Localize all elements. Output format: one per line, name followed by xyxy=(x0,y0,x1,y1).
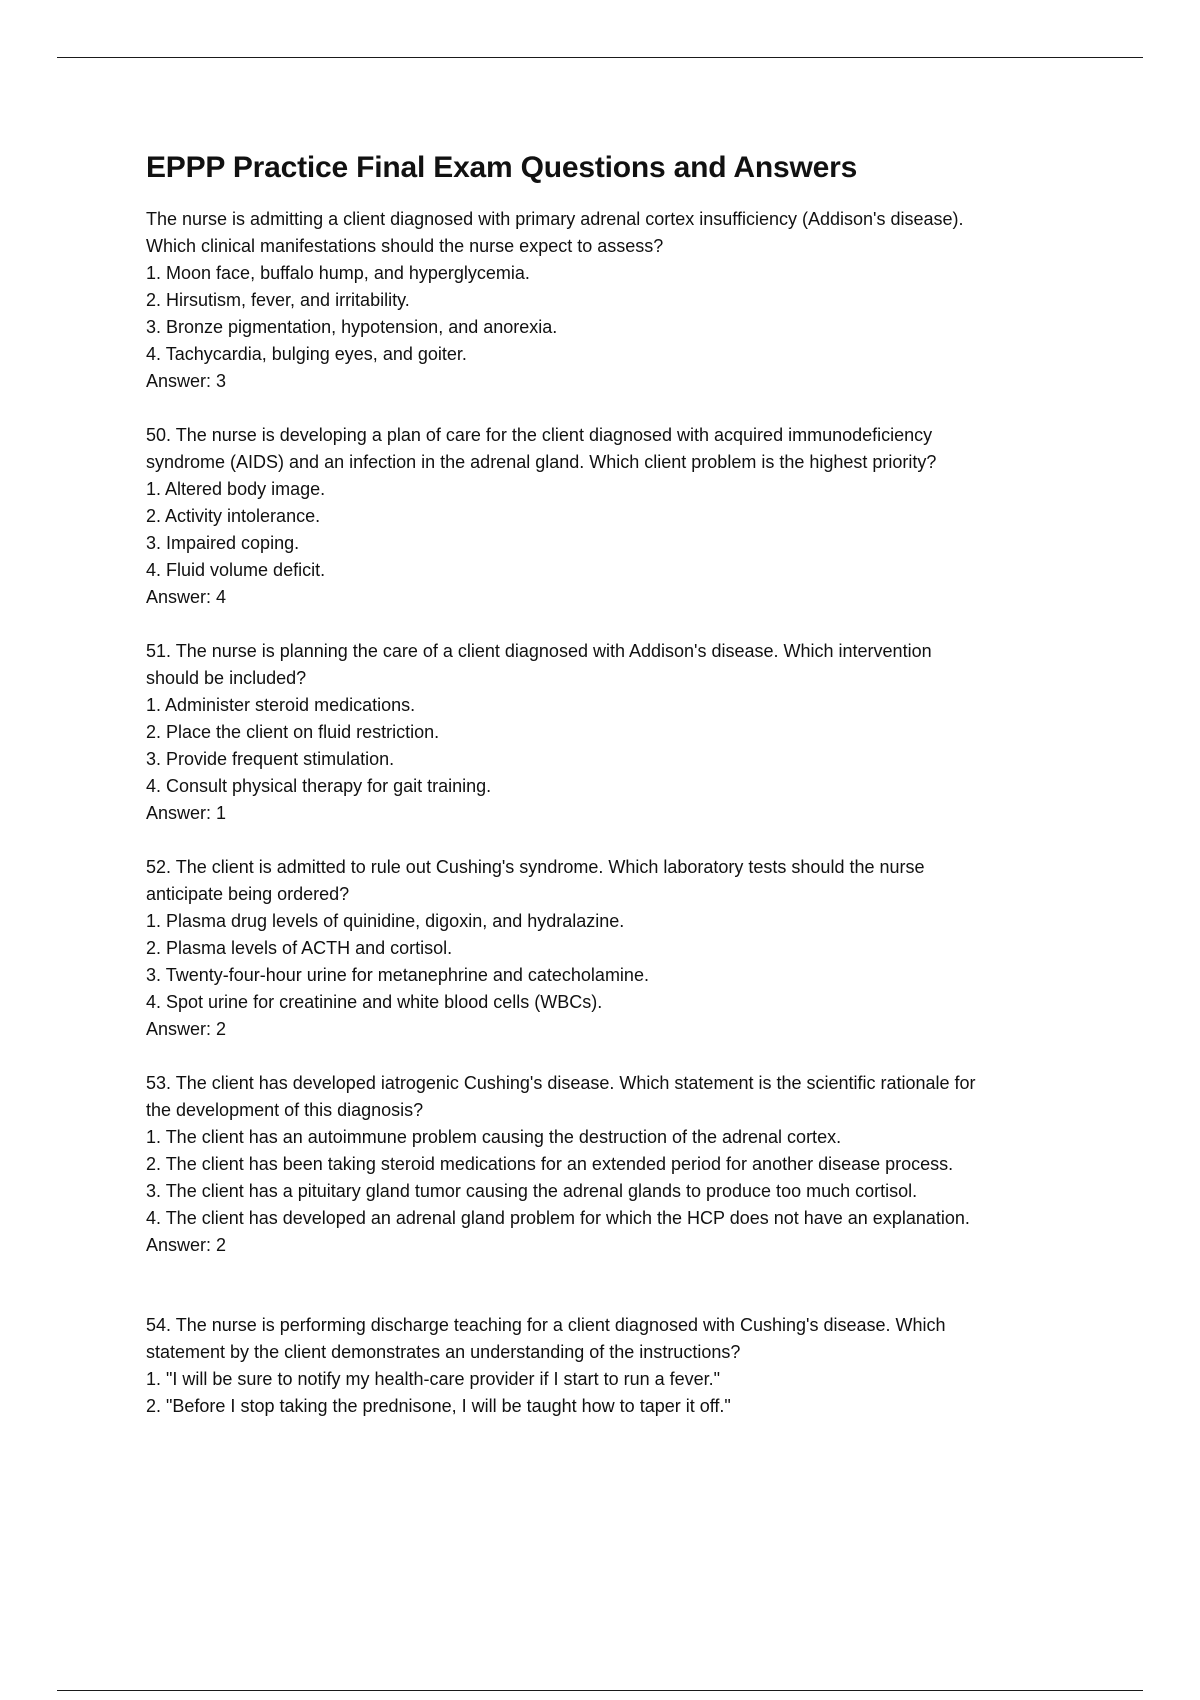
answer-option: 2. Place the client on fluid restriction. xyxy=(146,722,440,742)
correct-answer: Answer: 1 xyxy=(146,803,227,823)
answer-option: 2. The client has been taking steroid medications for an extended period for another disease process. xyxy=(146,1154,954,1174)
answer-option: 4. Tachycardia, bulging eyes, and goiter. xyxy=(146,344,467,364)
answer-option: 4. The client has developed an adrenal gland problem for which the HCP does not have an explanation. xyxy=(146,1208,970,1228)
answer-option: 1. "I will be sure to notify my health-care provider if I start to run a fever." xyxy=(146,1369,721,1389)
correct-answer: Answer: 2 xyxy=(146,1235,227,1255)
question-stem-line: 50. The nurse is developing a plan of care for the client diagnosed with acquired immunodeficiency xyxy=(146,425,933,445)
question-stem-line: 54. The nurse is performing discharge teaching for a client diagnosed with Cushing's disease. Which xyxy=(146,1315,946,1335)
correct-answer: Answer: 4 xyxy=(146,587,227,607)
question-stem-line: statement by the client demonstrates an understanding of the instructions? xyxy=(146,1342,741,1362)
answer-option: 3. Impaired coping. xyxy=(146,533,300,553)
answer-option: 4. Fluid volume deficit. xyxy=(146,560,326,580)
answer-option: 3. Provide frequent stimulation. xyxy=(146,749,395,769)
answer-option: 3. The client has a pituitary gland tumor causing the adrenal glands to produce too much cortisol. xyxy=(146,1181,918,1201)
answer-option: 1. Administer steroid medications. xyxy=(146,695,416,715)
answer-option: 1. The client has an autoimmune problem causing the destruction of the adrenal cortex. xyxy=(146,1127,842,1147)
answer-option: 2. Activity intolerance. xyxy=(146,506,321,526)
answer-option: 2. Plasma levels of ACTH and cortisol. xyxy=(146,938,453,958)
answer-option: 2. Hirsutism, fever, and irritability. xyxy=(146,290,410,310)
question-block xyxy=(146,1070,1096,1259)
question-stem-line: anticipate being ordered? xyxy=(146,884,350,904)
question-block xyxy=(146,422,1096,611)
question-block xyxy=(146,1312,1096,1420)
page-content xyxy=(146,148,1096,1420)
question-stem-line: 53. The client has developed iatrogenic Cushing's disease. Which statement is the scientific rationale for xyxy=(146,1073,976,1093)
answer-option: 1. Altered body image. xyxy=(146,479,326,499)
question-stem-line: The nurse is admitting a client diagnosed with primary adrenal cortex insufficiency (Addison's disease). xyxy=(146,209,964,229)
answer-option: 1. Moon face, buffalo hump, and hyperglycemia. xyxy=(146,263,530,283)
question-stem-line: should be included? xyxy=(146,668,307,688)
answer-option: 2. "Before I stop taking the prednisone, I will be taught how to taper it off." xyxy=(146,1396,731,1416)
correct-answer: Answer: 3 xyxy=(146,371,227,391)
question-stem-line: syndrome (AIDS) and an infection in the adrenal gland. Which client problem is the highest priority? xyxy=(146,452,937,472)
top-divider xyxy=(57,57,1143,58)
question-stem-line: Which clinical manifestations should the nurse expect to assess? xyxy=(146,236,664,256)
question-block xyxy=(146,854,1096,1043)
answer-option: 4. Consult physical therapy for gait training. xyxy=(146,776,492,796)
answer-option: 1. Plasma drug levels of quinidine, digoxin, and hydralazine. xyxy=(146,911,625,931)
question-stem-line: the development of this diagnosis? xyxy=(146,1100,424,1120)
question-block xyxy=(146,206,1096,395)
bottom-divider xyxy=(57,1690,1143,1691)
answer-option: 4. Spot urine for creatinine and white blood cells (WBCs). xyxy=(146,992,603,1012)
page-title: EPPP Practice Final Exam Questions and Answers xyxy=(146,151,858,184)
correct-answer: Answer: 2 xyxy=(146,1019,227,1039)
question-stem-line: 51. The nurse is planning the care of a client diagnosed with Addison's disease. Which intervention xyxy=(146,641,932,661)
question-stem-line: 52. The client is admitted to rule out Cushing's syndrome. Which laboratory tests should the nurse xyxy=(146,857,925,877)
answer-option: 3. Twenty-four-hour urine for metanephrine and catecholamine. xyxy=(146,965,649,985)
question-block xyxy=(146,638,1096,827)
answer-option: 3. Bronze pigmentation, hypotension, and anorexia. xyxy=(146,317,558,337)
